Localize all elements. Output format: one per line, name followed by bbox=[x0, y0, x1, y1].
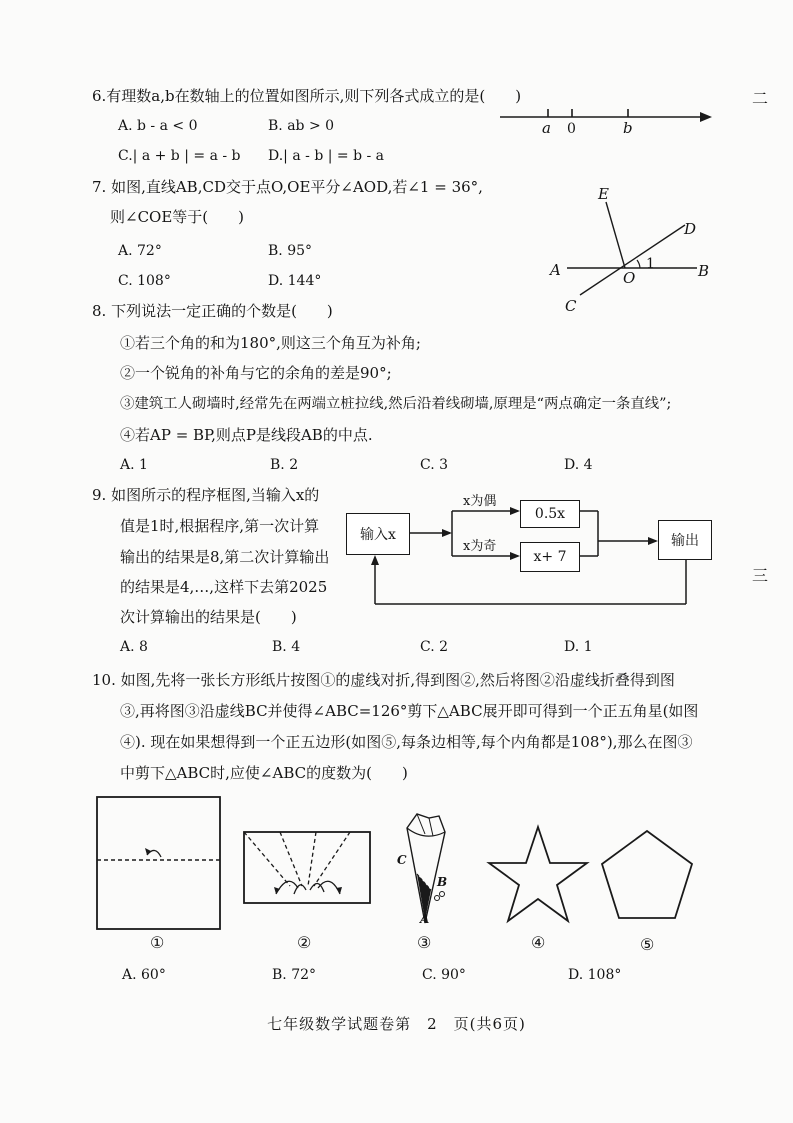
q10-stem-line2: ③,再将图③沿虚线BC并使得∠ABC=126°剪下△ABC展开即可得到一个正五角星(如图 bbox=[120, 702, 699, 720]
q9-stem-line1: 9. 如图所示的程序框图,当输入x的 bbox=[92, 486, 320, 504]
fig5-caption: ⑤ bbox=[640, 935, 655, 954]
q10-stem-line1: 10. 如图,先将一张长方形纸片按图①的虚线对折,得到图②,然后将图②沿虚线折叠得到图 bbox=[92, 671, 675, 689]
fig3-label-b: B bbox=[437, 875, 448, 889]
axis-label-zero: 0 bbox=[567, 121, 576, 137]
q7-stem: 7. 如图,直线AB,CD交于点O,OE平分∠AOD,若∠1 = 36°, bbox=[92, 178, 483, 196]
q7-stem-cont: 则∠COE等于( ) bbox=[110, 208, 244, 226]
q10-stem-line3: ④). 现在如果想得到一个正五边形(如图⑤,每条边相等,每个内角都是108°),那么在图③ bbox=[120, 733, 693, 751]
q8-statement-2: ②一个锐角的补角与它的余角的差是90°; bbox=[120, 364, 392, 382]
q7-label-a: A bbox=[550, 261, 561, 279]
fig1-rectangle bbox=[95, 795, 225, 935]
q7-label-angle1: 1 bbox=[646, 256, 655, 272]
q9-option-b: B. 4 bbox=[272, 639, 301, 655]
axis-label-b: b bbox=[623, 119, 633, 137]
q9-option-d: D. 1 bbox=[564, 639, 593, 655]
q10-option-d: D. 108° bbox=[568, 967, 622, 983]
fig1-caption: ① bbox=[150, 933, 165, 952]
q7-label-b: B bbox=[698, 262, 710, 280]
q7-label-d: D bbox=[684, 220, 697, 238]
q6-option-d: D.| a - b | = b - a bbox=[268, 148, 385, 164]
q8-statement-1: ①若三个角的和为180°,则这三个角互为补角; bbox=[120, 334, 421, 352]
q10-option-c: C. 90° bbox=[422, 967, 466, 983]
fig2-caption: ② bbox=[297, 933, 312, 952]
flow-even-label: x为偶 bbox=[463, 494, 497, 509]
q8-option-d: D. 4 bbox=[564, 457, 593, 473]
fig4-star bbox=[488, 825, 588, 925]
number-line-figure bbox=[500, 105, 715, 140]
q9-stem-line2: 值是1时,根据程序,第一次计算 bbox=[120, 517, 320, 535]
q6-option-b: B. ab > 0 bbox=[268, 118, 335, 134]
q7-label-e: E bbox=[598, 185, 609, 203]
flow-input-box: 输入x bbox=[346, 513, 410, 555]
q7-label-o: O bbox=[623, 269, 636, 287]
q7-label-c: C bbox=[565, 297, 577, 315]
q8-stem: 8. 下列说法一定正确的个数是( ) bbox=[92, 302, 333, 320]
flow-half-box: 0.5x bbox=[520, 500, 580, 528]
q8-statement-3: ③建筑工人砌墙时,经常先在两端立桩拉线,然后沿着线砌墙,原理是“两点确定一条直线”; bbox=[120, 396, 672, 412]
q9-option-c: C. 2 bbox=[420, 639, 449, 655]
flow-output-box: 输出 bbox=[658, 520, 712, 560]
q8-statement-4: ④若AP = BP,则点P是线段AB的中点. bbox=[120, 426, 373, 444]
q10-option-a: A. 60° bbox=[122, 967, 166, 983]
q7-option-d: D. 144° bbox=[268, 273, 322, 289]
flow-odd-label: x为奇 bbox=[463, 539, 497, 554]
q8-option-b: B. 2 bbox=[270, 457, 299, 473]
q6-option-a: A. b - a < 0 bbox=[118, 118, 198, 134]
page-footer: 七年级数学试题卷第 2 页(共6页) bbox=[267, 1015, 526, 1033]
fig3-label-c: C bbox=[397, 853, 407, 867]
q6-stem: 6.有理数a,b在数轴上的位置如图所示,则下列各式成立的是( ) bbox=[92, 87, 522, 105]
fig5-pentagon bbox=[598, 828, 698, 928]
margin-mark-two: 二 bbox=[752, 89, 769, 108]
q6-option-c: C.| a + b | = a - b bbox=[118, 148, 241, 164]
q9-stem-line3: 输出的结果是8,第二次计算输出 bbox=[120, 548, 330, 566]
q9-stem-line4: 的结果是4,…,这样下去第2025 bbox=[120, 578, 328, 596]
q9-option-a: A. 8 bbox=[120, 639, 148, 655]
q8-option-c: C. 3 bbox=[420, 457, 449, 473]
q10-stem-line4: 中剪下△ABC时,应使∠ABC的度数为( ) bbox=[120, 764, 408, 782]
q8-option-a: A. 1 bbox=[120, 457, 148, 473]
q9-stem-line5: 次计算输出的结果是( ) bbox=[120, 608, 297, 626]
flow-plus-box: x+ 7 bbox=[520, 542, 580, 572]
q7-option-b: B. 95° bbox=[268, 243, 313, 259]
fig4-caption: ④ bbox=[531, 933, 546, 952]
axis-label-a: a bbox=[542, 119, 551, 137]
fig2-folded bbox=[240, 828, 375, 908]
q10-option-b: B. 72° bbox=[272, 967, 317, 983]
fig3-caption: ③ bbox=[417, 933, 432, 952]
fig3-label-a: A bbox=[420, 912, 430, 926]
q7-option-c: C. 108° bbox=[118, 273, 171, 289]
margin-mark-three: 三 bbox=[752, 566, 769, 585]
q7-option-a: A. 72° bbox=[118, 243, 162, 259]
